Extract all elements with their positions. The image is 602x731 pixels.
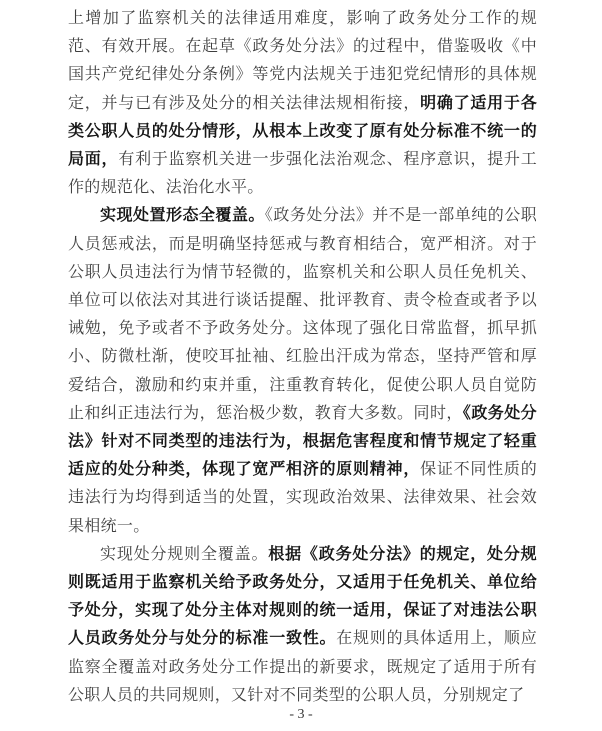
text-segment-bold: 实现处置形态全覆盖。 [100,207,265,225]
text-segment: 有利于监察机关进一步强化法治观念、程序意识，提升工作的规范化、法治化水平。 [68,151,537,197]
text-segment-bold: 《政务处分法》针对不同类型的违法行为，根据危害程度和情节规定了轻重适应的处分种类，体现了宽严相济的原则精神， [68,404,537,479]
text-segment-bold: 根据《政务处分法》的规定，处分规则既适用于监察机关给予政务处分，又适用于任免机关、单位给予处分，实现了处分主体对规则的统一适用，保证了对违法公职人员政务处分与处分的标准一致性。 [68,545,537,648]
paragraph-1 [68,5,537,202]
text-segment: 《政务处分法》并不是一部单纯的公职人员惩戒法，而是明确坚持惩戒与教育相结合，宽严相济。对于公职人员违法行为情节轻微的，监察机关和公职人员任免机关、单位可以依法对其进行谈话提醒、批评教育、责令检查或者予以诫勉，免予或者不予政务处分。这体现了强化日常监督，抓早抓小、防微杜渐，使咬耳扯袖、红脸出汗成为常态，坚持严管和厚爱结合，激励和约束并重，注重教育转化，促使公职人员自觉防止和纠正违法行为，惩治极少数，教育大多数。同时， [68,207,537,422]
document-text [68,5,537,710]
text-segment: 实现处分规则全覆盖。 [100,545,269,563]
text-segment-bold: 明确了适用于各类公职人员的处分情形，从根本上改变了原有处分标准不统一的局面， [68,94,537,169]
text-segment: 保证不同性质的违法行为均得到适当的处置，实现政治效果、法律效果、社会效果相统一。 [68,461,537,535]
text-segment: 在规则的具体适用上，顺应监察全覆盖对政务处分工作提出的新要求，既规定了适用于所有公职人员的共同规则，又针对不同类型的公职人员，分别规定了 [68,630,537,704]
page-number: - 3 - [289,707,313,722]
text-segment: 上增加了监察机关的法律适用难度，影响了政务处分工作的规范、有效开展。在起草《政务处分法》的过程中，借鉴吸收《中国共产党纪律处分条例》等党内法规关于违犯党纪情形的具体规定，并与已有涉及处分的相关法律法规相衔接， [68,10,537,112]
paragraph-2 [68,202,537,540]
paragraph-3 [68,541,537,710]
